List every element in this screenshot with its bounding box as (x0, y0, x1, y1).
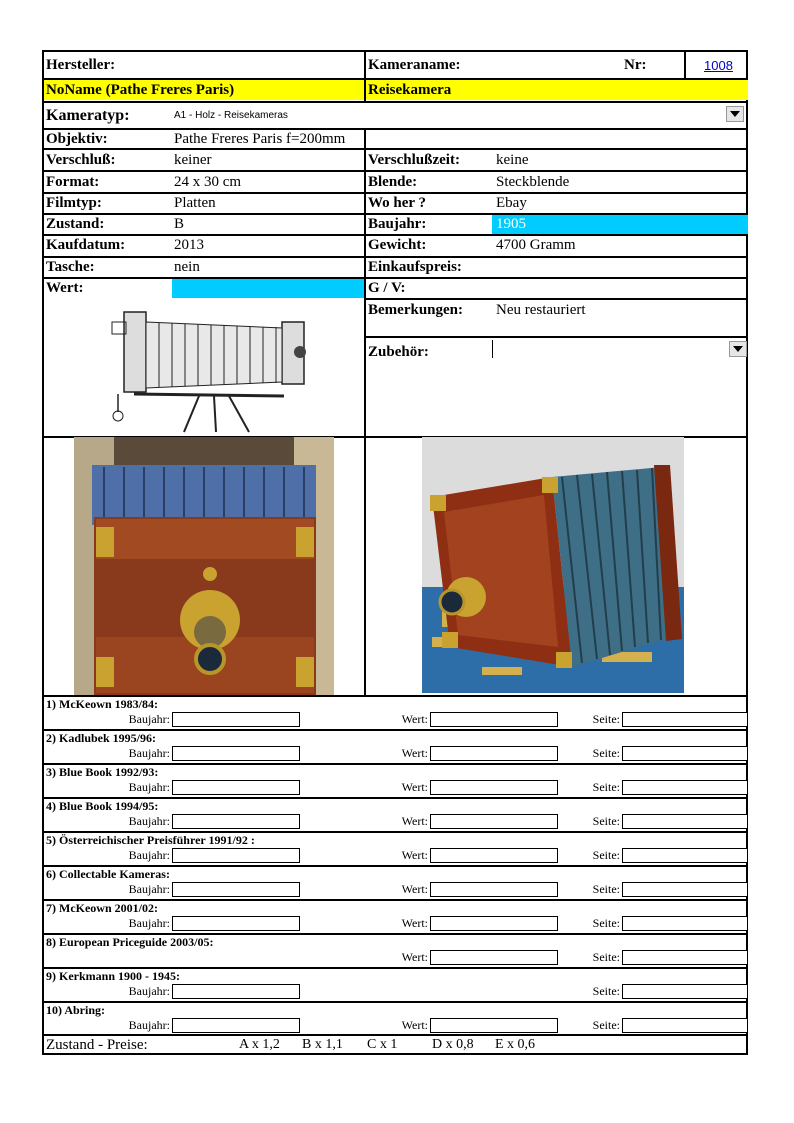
format-value: 24 x 30 cm (174, 174, 242, 190)
bemerkungen-label: Bemerkungen: (368, 302, 463, 318)
reference-seite-input[interactable] (622, 814, 748, 829)
verschluss-value: keiner (174, 152, 212, 168)
reference-divider (44, 1001, 746, 1003)
reference-wert-label: Wert: (401, 1018, 428, 1032)
reference-title: 1) McKeown 1983/84: (46, 697, 158, 711)
reference-baujahr-label: Baujahr: (128, 984, 170, 998)
reference-seite-label: Seite: (592, 950, 620, 964)
footer-price-a: A x 1,2 (239, 1037, 280, 1052)
zubehoer-select[interactable] (492, 340, 749, 358)
reference-seite-label: Seite: (592, 814, 620, 828)
kameratyp-select[interactable]: A1 - Holz - Reisekameras (174, 110, 288, 121)
reference-seite-label: Seite: (592, 712, 620, 726)
reference-seite-input[interactable] (622, 916, 748, 931)
reference-baujahr-input[interactable] (172, 848, 300, 863)
footer-price-e: E x 0,6 (495, 1037, 536, 1052)
zustand-value: B (174, 216, 185, 232)
footer-label: Zustand - Preise: (46, 1037, 148, 1053)
footer-price-d: D x 0,8 (432, 1037, 474, 1052)
camera-drawing (104, 304, 314, 434)
reference-seite-label: Seite: (592, 882, 620, 896)
reference-seite-input[interactable] (622, 950, 748, 965)
reference-title: 2) Kadlubek 1995/96: (46, 731, 157, 745)
reference-baujahr-input[interactable] (172, 916, 300, 931)
hersteller-label: Hersteller: (46, 57, 116, 73)
reference-title: 7) McKeown 2001/02: (46, 901, 158, 915)
reference-wert-input[interactable] (430, 848, 558, 863)
reference-title: 10) Abring: (46, 1003, 106, 1017)
nr-label: Nr: (624, 57, 647, 73)
reference-wert-label: Wert: (401, 814, 428, 828)
camera-record-sheet (42, 50, 748, 1055)
filmtyp-label: Filmtyp: (46, 195, 102, 211)
blende-label: Blende: (368, 174, 418, 190)
einkaufspreis-label: Einkaufspreis: (368, 259, 462, 275)
reference-wert-label: Wert: (401, 746, 428, 760)
reference-wert-input[interactable] (430, 882, 558, 897)
tasche-value: nein (174, 259, 200, 275)
reference-wert-label: Wert: (401, 950, 428, 964)
verschlusszeit-label: Verschlußzeit: (368, 152, 460, 168)
reference-wert-input[interactable] (430, 712, 558, 727)
objektiv-label: Objektiv: (46, 131, 108, 147)
reference-baujahr-label: Baujahr: (128, 848, 170, 862)
reference-baujahr-label: Baujahr: (128, 882, 170, 896)
camera-photo-front (74, 437, 334, 695)
reference-baujahr-label: Baujahr: (128, 712, 170, 726)
reference-wert-label: Wert: (401, 848, 428, 862)
reference-title: 8) European Priceguide 2003/05: (46, 935, 214, 949)
reference-title: 3) Blue Book 1992/93: (46, 765, 159, 779)
camera-photo-angle (422, 437, 684, 693)
wert-label: Wert: (46, 280, 84, 296)
reference-baujahr-label: Baujahr: (128, 746, 170, 760)
reference-seite-label: Seite: (592, 984, 620, 998)
reference-baujahr-input[interactable] (172, 984, 300, 999)
kameraname-label: Kameraname: (368, 57, 461, 73)
reference-baujahr-input[interactable] (172, 882, 300, 897)
reference-wert-label: Wert: (401, 780, 428, 794)
kameratyp-label: Kameratyp: (46, 107, 130, 124)
reference-seite-label: Seite: (592, 1018, 620, 1032)
reference-baujahr-input[interactable] (172, 712, 300, 727)
reference-seite-label: Seite: (592, 916, 620, 930)
reference-wert-input[interactable] (430, 814, 558, 829)
reference-baujahr-input[interactable] (172, 814, 300, 829)
baujahr-value: 1905 (496, 216, 526, 232)
reference-seite-label: Seite: (592, 746, 620, 760)
reference-seite-input[interactable] (622, 848, 748, 863)
reference-seite-input[interactable] (622, 780, 748, 795)
objektiv-value: Pathe Freres Paris f=200mm (174, 131, 346, 147)
woher-value: Ebay (496, 195, 527, 211)
reference-seite-input[interactable] (622, 746, 748, 761)
wert-input[interactable] (172, 279, 364, 298)
reference-wert-input[interactable] (430, 780, 558, 795)
reference-baujahr-input[interactable] (172, 780, 300, 795)
tasche-label: Tasche: (46, 259, 95, 275)
reference-baujahr-label: Baujahr: (128, 916, 170, 930)
woher-label: Wo her ? (368, 195, 427, 211)
bemerkungen-value: Neu restauriert (496, 302, 586, 318)
reference-baujahr-label: Baujahr: (128, 780, 170, 794)
zubehoer-label: Zubehör: (368, 344, 429, 360)
gv-label: G / V: (368, 280, 406, 296)
filmtyp-value: Platten (174, 195, 216, 211)
reference-wert-label: Wert: (401, 882, 428, 896)
reference-title: 9) Kerkmann 1900 - 1945: (46, 969, 180, 983)
zubehoer-dropdown-icon[interactable] (729, 341, 747, 357)
gewicht-label: Gewicht: (368, 237, 427, 253)
kaufdatum-label: Kaufdatum: (46, 237, 126, 253)
reference-wert-label: Wert: (401, 712, 428, 726)
reference-wert-input[interactable] (430, 1018, 558, 1033)
nr-value-link[interactable]: 1008 (704, 58, 733, 73)
reference-seite-input[interactable] (622, 882, 748, 897)
reference-baujahr-label: Baujahr: (128, 814, 170, 828)
reference-baujahr-label: Baujahr: (128, 1018, 170, 1032)
verschlusszeit-value: keine (496, 152, 529, 168)
kameraname-value: Reisekamera (368, 82, 452, 98)
footer-price-c: C x 1 (367, 1037, 398, 1052)
blende-value: Steckblende (496, 174, 570, 190)
reference-seite-input[interactable] (622, 1018, 748, 1033)
zustand-label: Zustand: (46, 216, 105, 232)
reference-wert-input[interactable] (430, 916, 558, 931)
reference-wert-input[interactable] (430, 746, 558, 761)
reference-wert-label: Wert: (401, 916, 428, 930)
reference-seite-input[interactable] (622, 712, 748, 727)
kaufdatum-value: 2013 (174, 237, 204, 253)
baujahr-label: Baujahr: (368, 216, 427, 232)
reference-baujahr-input[interactable] (172, 1018, 300, 1033)
gewicht-value: 4700 Gramm (496, 237, 576, 253)
verschluss-label: Verschluß: (46, 152, 116, 168)
reference-baujahr-input[interactable] (172, 746, 300, 761)
reference-seite-input[interactable] (622, 984, 748, 999)
format-label: Format: (46, 174, 100, 190)
reference-seite-label: Seite: (592, 848, 620, 862)
reference-title: 5) Österreichischer Preisführer 1991/92 : (46, 833, 255, 847)
reference-seite-label: Seite: (592, 780, 620, 794)
kameratyp-dropdown-icon[interactable] (726, 106, 744, 122)
hersteller-value: NoName (Pathe Freres Paris) (46, 82, 235, 98)
reference-title: 4) Blue Book 1994/95: (46, 799, 159, 813)
reference-wert-input[interactable] (430, 950, 558, 965)
reference-title: 6) Collectable Kameras: (46, 867, 170, 881)
footer-price-b: B x 1,1 (302, 1037, 343, 1052)
